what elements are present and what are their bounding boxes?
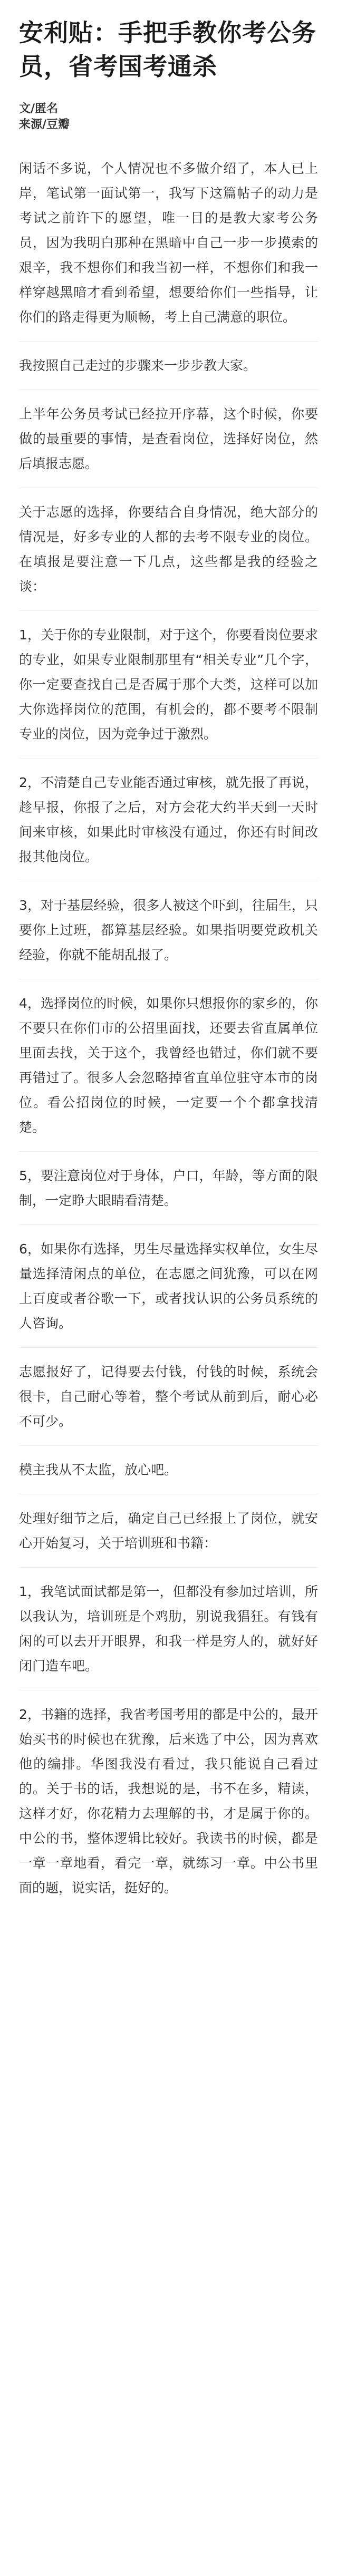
paragraph: 6，如果你有选择，男生尽量选择实权单位，女生尽量选择清闲点的单位，在志愿之间犹豫，可以在网上百度或者谷歌一下，或者找认识的公务员系统的人咨询。 (19, 1225, 318, 1348)
paragraph: 5，要注意岗位对于身体，户口，年龄，等方面的限制，一定睁大眼睛看清楚。 (19, 1152, 318, 1225)
paragraph: 关于志愿的选择，你要结合自身情况，绝大部分的情况是，好多专业的人都的去考不限专业的岗位。在填报是要注意一下几点，这些都是我的经验之谈： (19, 488, 318, 611)
article-meta (19, 101, 318, 133)
article-title: 安利贴：手把手教你考公务员，省考国考通杀 (19, 18, 316, 81)
paragraph: 2，书籍的选择，我省考国考用的都是中公的，最开始买书的时候也在犹豫，后来选了中公，因为喜欢他的编排。华图我没有看过，我只能说自己看过的。关于书的话，我想说的是，书不在多，精读，这样才好，你花精力去理解的书，才是属于你的。中公的书，整体逻辑比较好。我读书的时候，都是一章一章地看，看完一章，就练习一章。中公书里面的题，说实话，挺好的。 (19, 1707, 318, 1895)
author-line: 文/匿名 (19, 102, 59, 115)
source-line: 来源/豆瓣 (19, 118, 70, 131)
paragraph: 1，我笔试面试都是第一，但都没有参加过培训，所以我认为，培训班是个鸡肋，别说我猖狂。有钱有闲的可以去开开眼界，和我一样是穷人的，就好好闭门造车吧。 (19, 1568, 318, 1690)
paragraph: 3，对于基层经验，很多人被这个吓到，往届生，只要你上过班，都算基层经验。如果指明要党政机关经验，你就不能胡乱报了。 (19, 881, 318, 979)
paragraph: 模主我从不太监，放心吧。 (19, 1446, 318, 1494)
paragraph: 处理好细节之后，确定自己已经报上了岗位，就安心开始复习，关于培训班和书籍： (19, 1494, 318, 1568)
paragraph: 1，关于你的专业限制，对于这个，你要看岗位要求的专业，如果专业限制那里有“相关专业”几个字，你一定要查找自己是否属于那个大类，这样可以加大你选择岗位的范围，有机会的，都不要考不限制专业的岗位，因为竞争过于激烈。 (19, 611, 318, 759)
paragraph: 我按照自己走过的步骤来一步步教大家。 (19, 342, 318, 390)
paragraph: 2，不清楚自己专业能否通过审核，就先报了再说，趁早报，你报了之后，对方会花大约半天到一天时间来审核，如果此时审核没有通过，你还有时间改报其他岗位。 (19, 759, 318, 881)
paragraph: 上半年公务员考试已经拉开序幕，这个时候，你要做的最重要的事情，是查看岗位，选择好岗位，然后填报志愿。 (19, 390, 318, 488)
paragraph: 闲话不多说，个人情况也不多做介绍了，本人已上岸，笔试第一面试第一，我写下这篇帖子的动力是考试之前许下的愿望，唯一目的是教大家考公务员，因为我明白那种在黑暗中自己一步一步摸索的艰辛，我不想你们和我当初一样，不想你们和我一样穿越黑暗才看到希望，想要给你们一些指导，让你们的路走得更为顺畅，考上自己满意的职位。 (19, 144, 318, 342)
paragraph: 志愿报好了，记得要去付钱，付钱的时候，系统会很卡，自己耐心等着，整个考试从前到后，耐心必不可少。 (19, 1348, 318, 1446)
paragraph: 4，选择岗位的时候，如果你只想报你的家乡的，你不要只在你们市的公招里面找，还要去省直属单位里面去找，关于这个，我曾经也错过，你们就不要再错过了。很多人会忽略掉省直单位驻守本市的岗位。看公招岗位的时候，一定要一个个都拿找清楚。 (19, 979, 318, 1152)
article-body (19, 144, 318, 1912)
